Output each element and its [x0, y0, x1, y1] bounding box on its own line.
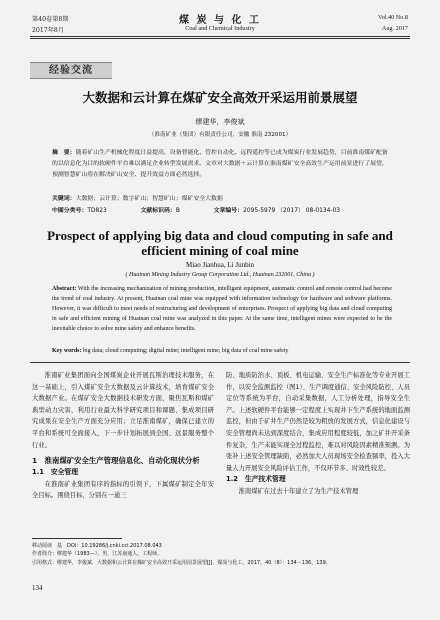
section-1-2-paragraph: 淮南煤矿在过去十年建立了为生产技术管理 — [238, 487, 359, 495]
footnote-author-bio: 作者简介：缪建华（1983—），男，江苏南通人，工程师。 — [32, 551, 163, 558]
abstract-zh — [52, 148, 392, 181]
header-rule — [30, 36, 410, 37]
intro-paragraph: 淮南矿业集团面向全国煤炭企业开展瓦斯治理技术服务，在这一基础上，引入煤矿安全大数据及云计算技术，培育煤矿安全大数据产业。在煤矿安全大数据技术研发方面，聚焦瓦斯和煤矿典型动力灾害，利用行业最大科学研究项目和课题、集成项目研究成果在安全生产方面充分应用；立足淮南煤矿，确保已建立的平台和系统可全面接入，下一步计划拓展到全国、远景服务整个行业。 — [32, 372, 214, 449]
body-right-column — [226, 370, 410, 498]
section-1-1-heading: 1.1 安全管理 — [32, 468, 79, 477]
header-date-en: Aug. 2017 — [381, 25, 408, 32]
header-vol-en: Vol.40 No.8 — [378, 14, 408, 21]
keywords-zh-label: 关键词： — [52, 196, 76, 202]
affiliation-zh: （淮南矿业（集团）有限责任公司，安徽 淮南 232001） — [148, 132, 292, 138]
authors-en: Miao Jianhua, Li Junbin — [185, 261, 255, 269]
title-zh: 大数据和云计算在煤矿安全高效开采运用前景展望 — [82, 90, 358, 105]
authors-zh: 缪建华，李俊斌 — [195, 118, 245, 126]
abstract-separator — [30, 362, 410, 363]
body-left-column — [32, 370, 214, 502]
abstract-en-text: With the increasing mechanization of mining production, intelligent equipment, automatic control and remote control had become the trend of coal industry. At present, Huainan coal mine was equipped with information technology for hardware and software platforms. However, it was difficult to meet needs of restructuring and development of enterprises. Prospect of applying big data and cloud computing in safe and efficient mining of Huainan coal mine was analyzed in this paper. At the same time, intelligent mines were expected to be the inevitable choice to solve mine safety and enhance benefits. — [52, 286, 392, 332]
doc-code-value: B — [175, 208, 180, 214]
abstract-en — [52, 284, 392, 334]
abstract-en-label: Abstract: — [52, 286, 77, 292]
section-1-2-heading: 1.2 生产技术管理 — [226, 475, 286, 484]
header-rule-2 — [30, 38, 410, 39]
keywords-en-label: Key words: — [52, 348, 82, 354]
section-1-heading: 1 淮南煤矿安全生产管理信息化、自动化现状分析 — [32, 456, 200, 466]
footnote-citation: 引用格式：缪建华，李俊斌．大数据和云计算在煤矿安全高效开采运用前景展望[J]．煤炭与化工，2017，40（8）：134－136，139. — [32, 559, 328, 566]
footnote-rule — [32, 538, 122, 539]
keywords-en-text: big data; cloud computing; digital mine; intelligent mine; big data of coal mine safety — [83, 348, 289, 354]
header-journal-en: Coal and Chemical Industry — [185, 25, 255, 32]
footnote — [32, 542, 410, 567]
title-en: Prospect of applying big data and cloud computing in safe and efficient mining of coal mine — [47, 228, 393, 258]
footnote-doi: 移动阅读 基 DOI：10.19286/j.cnki.cci.2017.08.043 — [32, 543, 162, 549]
section-1-1-continued: 防、地质防治水、顶板、机电运输、安全生产标准化等专业开展工作，以安全监测监控（图1）、生产调度通信、安全风险防控、人员定位等系统为平台，自动采集数据，人工分析处理，指导安全生产。上述软硬件平台能够一定程度上实现井下生产系统的地面监测监控，但由于矿井生产仍然是较为粗放的发展方式，信息化建设与安全管理尚未达到深度结合，集成应用程度较低，加之矿井开采条件复杂，生产未能实现全过程监控，难以对风险因素精准预测。为张补上述安全管理缺陷，必然加大人员现场安全检查频率，投入大量人力开展安全风险评估工作，不仅环节多、时效性较差。 — [226, 372, 410, 472]
section-1-1-paragraph: 在淮南矿业集团有序的指标的引领下，下属煤矿制定全年安全目标。围绕目标，分别在一通三 — [32, 480, 214, 500]
keywords-zh — [52, 194, 392, 205]
clc-value: TD823 — [87, 208, 107, 214]
abstract-zh-label: 摘 要： — [52, 150, 76, 156]
section-tag: 经验交流 — [30, 62, 112, 79]
header-date-zh: 2017年8月 — [32, 27, 65, 34]
header-issue-zh: 第40卷第8期 — [32, 16, 69, 23]
abstract-zh-text: 随着矿山生产机械化程度日益提高，设备智能化、管控自动化、远程遥控等已成为煤炭行业发展趋势，目前淮南煤矿配备的以信息化为目的软硬件平台难以满足企业转型发展需求。文章对大数据＋云计算在淮南煤矿安全高效生产运用前景进行了展望，预测智慧矿山将在解决矿山安全、提升效益方面必然选择。 — [52, 150, 388, 178]
keywords-zh-text: 大数据；云计算；数字矿山；智慧矿山；煤矿安全大数据 — [75, 196, 223, 202]
doc-code-label: 文献标识码： — [140, 208, 176, 214]
clc-label: 中图分类号： — [52, 208, 88, 214]
classification-line — [52, 206, 392, 217]
article-id-value: 2095-5979 （2017） 08-0134-03 — [243, 208, 340, 214]
article-id-label: 文章编号： — [213, 208, 244, 214]
affiliation-en: ( Huainan Mining Industry Group Corporation Ltd., Huainan 232001, China ) — [125, 272, 315, 278]
keywords-en — [52, 346, 392, 356]
header-journal-zh: 煤 炭 与 化 工 — [179, 15, 261, 26]
page-number: 134 — [32, 584, 43, 592]
